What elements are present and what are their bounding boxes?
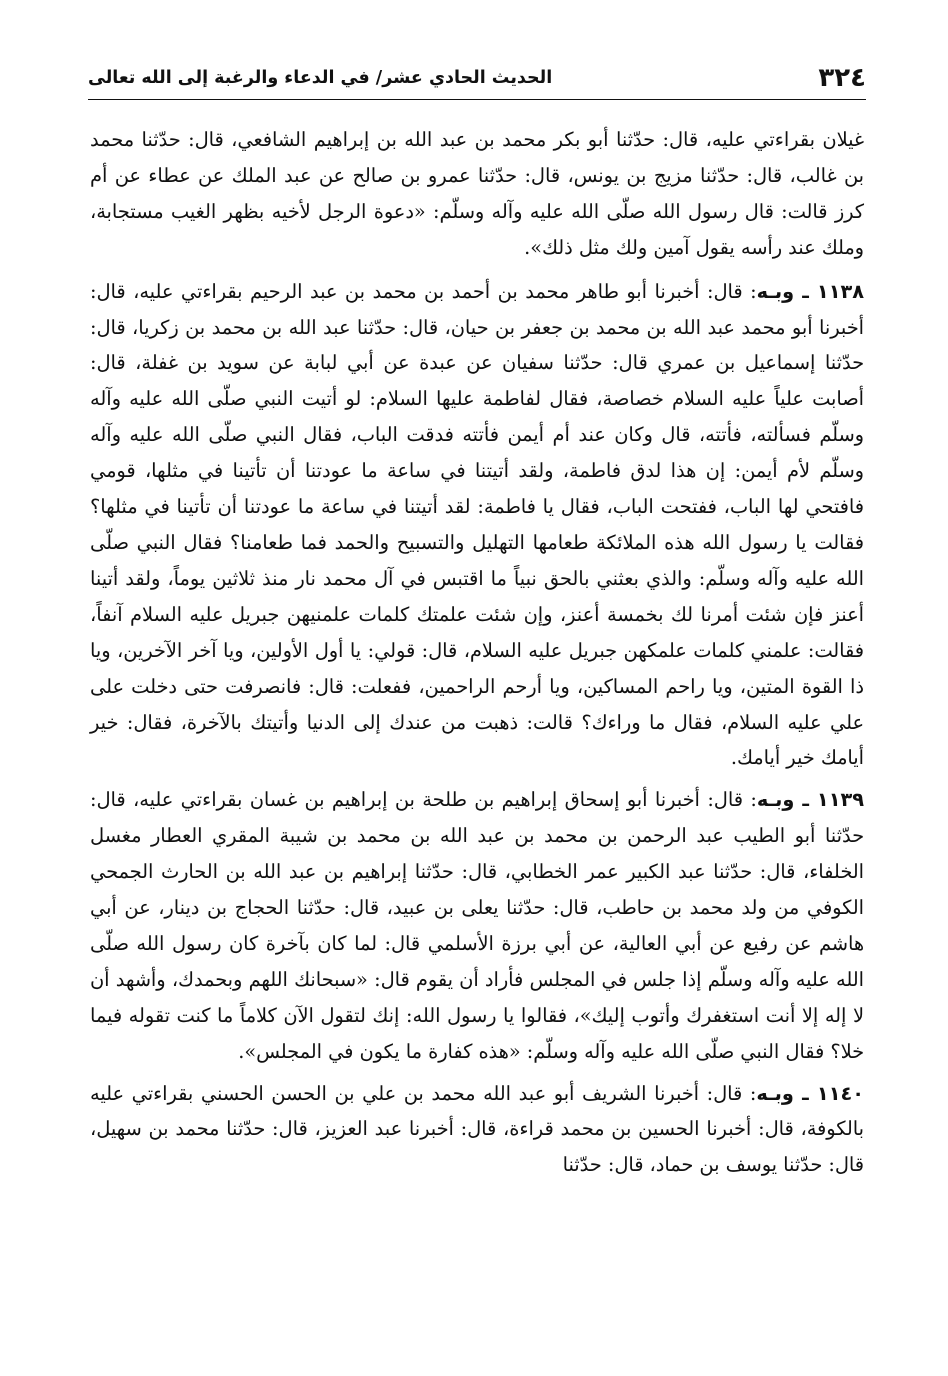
page-header — [88, 56, 866, 100]
hadith-1139 — [90, 782, 864, 1069]
page-number: ٣٢٤ — [818, 62, 866, 93]
paragraph-text: غيلان بقراءتي عليه، قال: حدّثنا أبو بكر محمد بن عبد الله بن إبراهيم الشافعي، قال: حدّثنا محمد بن غالب، قال: حدّثنا مزيج بن يونس، قال: حدّثنا عمرو بن صالح عن عبد الملك عن عطاء عن أم كرز قالت: قال رسول الله صلّى الله عليه وآله وسلّم: «دعوة الرجل لأخيه بظهر الغيب مستجابة، وملك عند رأسه يقول آمين ولك مثل ذلك». — [90, 128, 864, 259]
hadith-number: ١١٣٩ ـ وبـه — [756, 788, 864, 812]
hadith-number: ١١٣٨ ـ وبـه — [756, 279, 864, 303]
paragraph-text: : قال: أخبرنا أبو طاهر محمد بن أحمد بن محمد بن عبد الرحيم بقراءتي عليه، قال: أخبرنا أبو محمد عبد الله بن محمد بن جعفر بن حيان، قال: حدّثنا عبد الله بن محمد بن زكريا، قال: حدّثنا إسماعيل بن عمري قال: حدّثنا سفيان عن عبدة عن أبي لبابة عن سويد بن غفلة، قال: أصابت علياً عليه السلام خصاصة، فقال لفاطمة عليها السلام: لو أتيت النبي صلّى الله عليه وآله وسلّم فسألته، فأتته، قال وكان عند أم أيمن فأتته فدقت الباب، فقال النبي صلّى الله عليه وآله وسلّم لأم أيمن: إن هذا لدق فاطمة، ولقد أتيتنا في ساعة ما عودتنا أن تأتينا في مثلها، قومي فافتحي لها الباب، ففتحت الباب، فقال يا فاطمة: لقد أتيتنا في ساعة ما عودتنا أن تأتينا في مثلها؟ فقالت يا رسول الله هذه الملائكة طعامها التهليل والتسبيح والحمد فما طعامنا؟ فقال النبي صلّى الله عليه وآله وسلّم: والذي بعثني بالحق نبياً ما اقتبس في آل محمد نار منذ ثلاثين يوماً، ولقد أتينا أعنز فإن شئت أمرنا لك بخمسة أعنز، وإن شئت علمتك كلمات علمنيهن جبريل عليه السلام آنفاً، فقالت: علمني كلمات علمكهن جبريل عليه السلام، قال: قولي: يا أول الأولين، ويا آخر الآخرين، ويا ذا القوة المتين، ويا راحم المساكين، ويا أرحم الراحمين، ففعلت: قال: فانصرفت حتى دخلت على علي عليه السلام، فقال ما وراءك؟ قالت: ذهبت من عندك إلى الدنيا وأتيتك بالآخرة، فقال: خير أيامك خير أيامك. — [90, 279, 864, 770]
paragraph-text: : قال: أخبرنا أبو إسحاق إبراهيم بن طلحة بن إبراهيم بن غسان بقراءتي عليه، قال: حدّثنا أبو الطيب عبد الرحمن بن محمد بن عبد الله بن محمد بن شيبة المقري العطار مغسل الخلفاء، قال: حدّثنا عبد الكبير عمر الخطابي، قال: حدّثنا إبراهيم بن عبد الله بن الحارث الجمحي الكوفي من ولد محمد بن حاطب، قال: حدّثنا يعلى بن عبيد، قال: حدّثنا الحجاج بن دينار، عن أبي هاشم عن رفيع عن أبي العالية، عن أبي برزة الأسلمي قال: لما كان بآخرة كان رسول الله صلّى الله عليه وآله وسلّم إذا جلس في المجلس فأراد أن يقوم قال: «سبحانك اللهم وبحمدك، وأشهد أن لا إله إلا أنت استغفرك وأتوب إليك»، فقالوا يا رسول الله: إنك لتقول الآن كلاماً ما كنت تقوله فيما خلا؟ فقال النبي صلّى الله عليه وآله وسلّم: «هذه كفارة ما يكون في المجلس». — [90, 788, 864, 1063]
page-body — [90, 122, 864, 1189]
hadith-1140 — [90, 1076, 864, 1184]
running-title: الحديث الحادي عشر/ في الدعاء والرغبة إلى الله تعالى — [88, 67, 553, 88]
hadith-number: ١١٤٠ ـ وبـه — [756, 1081, 864, 1105]
paragraph-text: : قال: أخبرنا الشريف أبو عبد الله محمد بن علي بن الحسن الحسني بقراءتي عليه بالكوفة، قال: أخبرنا الحسين بن محمد قراءة، قال: أخبرنا عبد العزيز، قال: حدّثنا محمد بن سهيل، قال: حدّثنا يوسف بن حماد، قال: حدّثنا — [90, 1081, 864, 1177]
hadith-1138 — [90, 274, 864, 777]
paragraph-continuation — [90, 122, 864, 266]
